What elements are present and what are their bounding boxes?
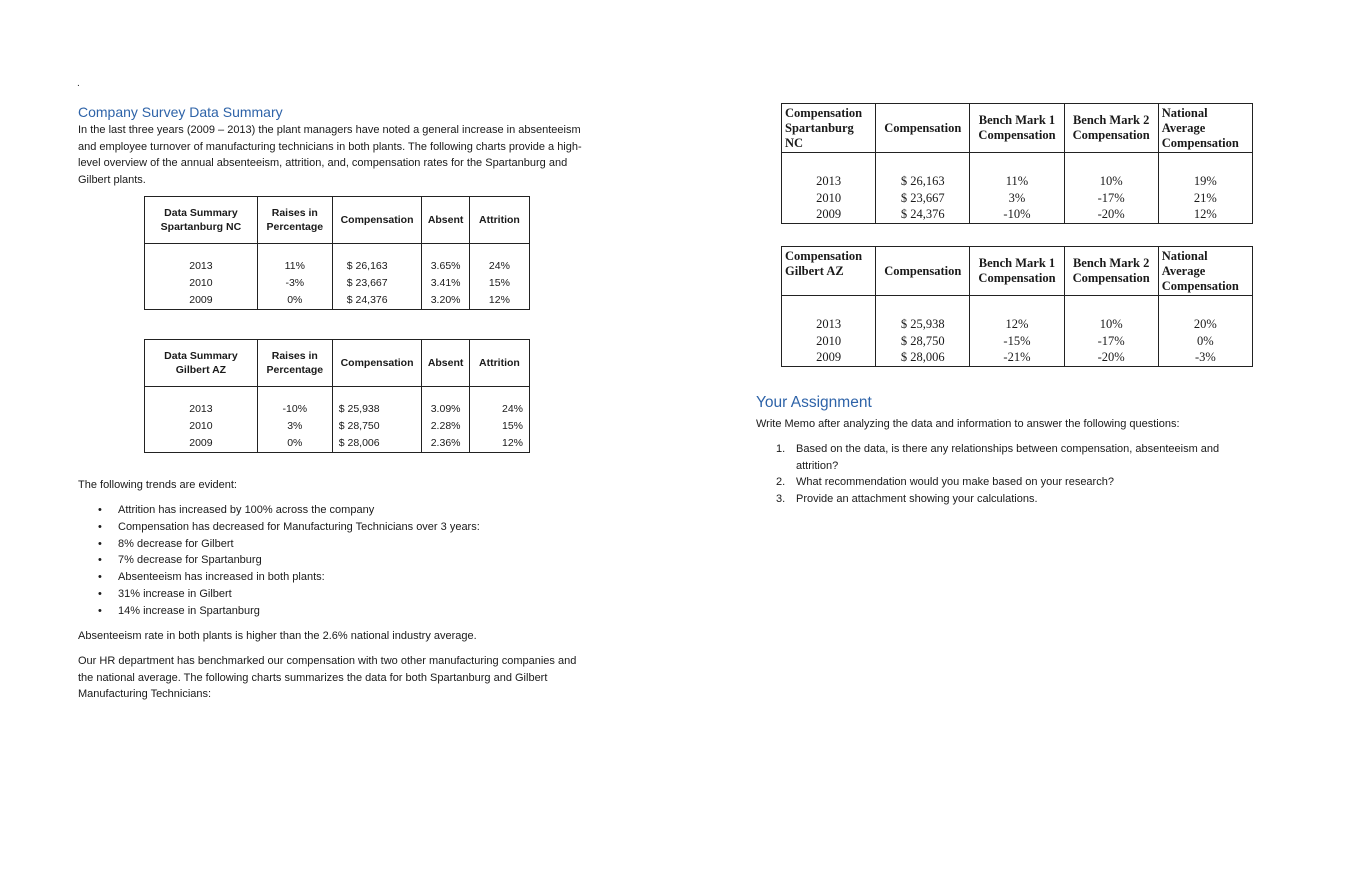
col-header-bm2: Bench Mark 2 Compensation <box>1064 104 1158 153</box>
national-cell: 19% 21% 12% <box>1158 153 1252 224</box>
col-header-compensation: Compensation <box>876 247 970 296</box>
col-header-attrition: Attrition <box>469 197 529 244</box>
list-item: • 8% decrease for Gilbert <box>78 536 598 553</box>
col-header-national: National Average Compensation <box>1158 247 1252 296</box>
table-header-row <box>145 197 530 244</box>
col-header-label: Data Summary Gilbert AZ <box>145 340 258 387</box>
raises-cell: -10% 3% 0% <box>257 401 332 453</box>
list-item: • 7% decrease for Spartanburg <box>78 552 598 569</box>
col-header-absent: Absent <box>422 197 469 244</box>
summary-table-gilbert <box>144 339 530 453</box>
benchmark-table-gilbert <box>781 246 1253 367</box>
col-header-compensation: Compensation <box>332 340 422 387</box>
absenteeism-note: Absenteeism rate in both plants is higher than the 2.6% national industry average. <box>78 630 477 642</box>
compensation-cell: $ 25,938 $ 28,750 $ 28,006 <box>332 401 422 453</box>
col-header-raises: Raises in Percentage <box>257 197 332 244</box>
col-header-label: Data Summary Spartanburg NC <box>145 197 258 244</box>
summary-table-spartanburg <box>144 196 530 310</box>
list-item: 1. Based on the data, is there any relationships between compensation, absenteeism and attrition? <box>776 443 1220 472</box>
year-cell: 2013 2010 2009 <box>782 153 876 224</box>
col-header-compensation: Compensation <box>876 104 970 153</box>
col-header-compensation: Compensation <box>332 197 422 244</box>
survey-intro <box>78 122 638 188</box>
list-item: • Absenteeism has increased in both plants: <box>78 569 598 586</box>
col-header-bm1: Bench Mark 1 Compensation <box>970 104 1064 153</box>
col-header-bm2: Bench Mark 2 Compensation <box>1064 247 1158 296</box>
col-header-attrition: Attrition <box>469 340 529 387</box>
national-cell: 20% 0% -3% <box>1158 296 1252 367</box>
list-item: 3. Provide an attachment showing your calculations. <box>776 492 1038 505</box>
bm2-cell: 10% -17% -20% <box>1064 153 1158 224</box>
stray-mark: . <box>77 78 80 89</box>
table-row <box>145 258 530 310</box>
bm1-cell: 11% 3% -10% <box>970 153 1064 224</box>
compensation-cell: $ 26,163 $ 23,667 $ 24,376 <box>332 258 422 310</box>
col-header-label: Compensation Spartanburg NC <box>782 104 876 153</box>
intro-line: and employee turnover of manufacturing technicians in both plants. The following charts provide a high- <box>78 140 582 153</box>
attrition-cell: 24% 15% 12% <box>469 258 529 310</box>
list-item: • 14% increase in Spartanburg <box>78 603 598 620</box>
year-cell: 2013 2010 2009 <box>145 258 258 310</box>
compensation-cell: $ 26,163 $ 23,667 $ 24,376 <box>876 153 970 224</box>
col-header-label: Compensation Gilbert AZ <box>782 247 876 296</box>
paragraph-line: the national average. The following charts summarizes the data for both Spartanburg and Gilbert <box>78 671 548 684</box>
col-header-bm1: Bench Mark 1 Compensation <box>970 247 1064 296</box>
intro-line: In the last three years (2009 – 2013) the plant managers have noted a general increase in absenteeism <box>78 124 581 136</box>
raises-cell: 11% -3% 0% <box>257 258 332 310</box>
list-item: • 31% increase in Gilbert <box>78 586 598 603</box>
intro-line: Gilbert plants. <box>78 173 146 186</box>
benchmark-table-spartanburg <box>781 103 1253 224</box>
year-cell: 2013 2010 2009 <box>145 401 258 453</box>
table-row <box>782 153 1253 224</box>
assignment-list <box>756 441 1276 507</box>
col-header-absent: Absent <box>422 340 469 387</box>
attrition-cell: 24% 15% 12% <box>469 401 529 453</box>
assignment-intro: Write Memo after analyzing the data and information to answer the following questions: <box>756 418 1180 430</box>
list-item: 2. What recommendation would you make based on your research? <box>776 476 1114 488</box>
col-header-raises: Raises in Percentage <box>257 340 332 387</box>
table-header-row <box>145 340 530 387</box>
survey-title: Company Survey Data Summary <box>78 104 283 120</box>
table-row <box>782 296 1253 367</box>
table-row <box>145 401 530 453</box>
table-header-row <box>782 104 1253 153</box>
paragraph-line: Manufacturing Technicians: <box>78 688 212 700</box>
trends-lead: The following trends are evident: <box>78 479 237 491</box>
absent-cell: 3.09% 2.28% 2.36% <box>422 401 469 453</box>
trends-list <box>78 502 598 620</box>
paragraph-line: Our HR department has benchmarked our compensation with two other manufacturing companies and <box>78 655 577 667</box>
compensation-cell: $ 25,938 $ 28,750 $ 28,006 <box>876 296 970 367</box>
benchmark-paragraph <box>78 653 638 703</box>
intro-line: level overview of the annual absenteeism, attrition, and, compensation rates for the Spartanburg and <box>78 157 568 169</box>
bm1-cell: 12% -15% -21% <box>970 296 1064 367</box>
absent-cell: 3.65% 3.41% 3.20% <box>422 258 469 310</box>
bm2-cell: 10% -17% -20% <box>1064 296 1158 367</box>
assignment-title: Your Assignment <box>756 394 872 411</box>
year-cell: 2013 2010 2009 <box>782 296 876 367</box>
col-header-national: National Average Compensation <box>1158 104 1252 153</box>
list-item: • Compensation has decreased for Manufacturing Technicians over 3 years: <box>78 519 598 536</box>
list-item: • Attrition has increased by 100% across the company <box>78 502 598 519</box>
table-header-row <box>782 247 1253 296</box>
